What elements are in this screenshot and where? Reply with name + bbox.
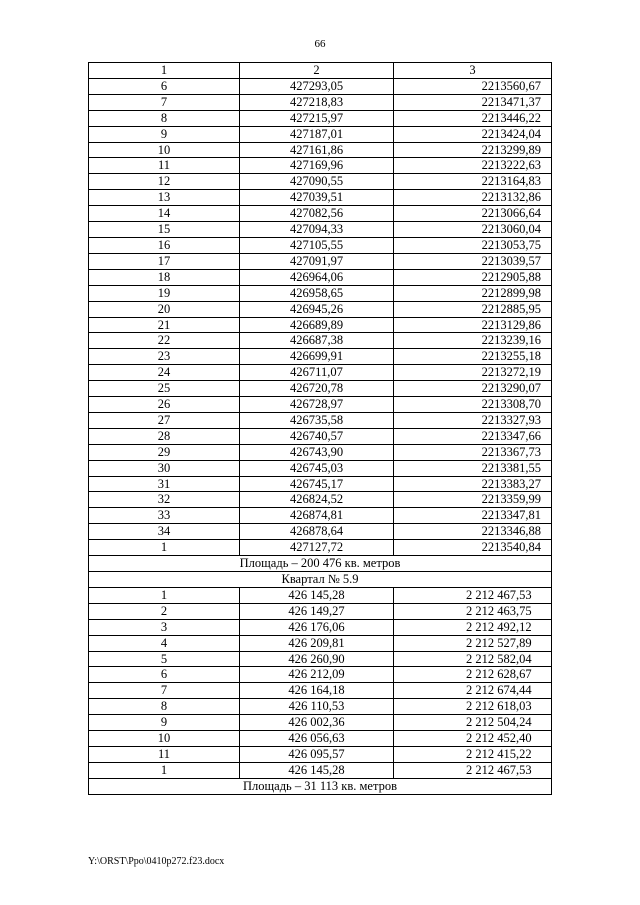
x-coordinate-cell: 426 095,57 bbox=[240, 746, 394, 762]
point-number-cell: 8 bbox=[89, 110, 240, 126]
table-row bbox=[89, 460, 552, 476]
x-coordinate-cell: 427169,96 bbox=[240, 158, 394, 174]
area-label-row bbox=[89, 556, 552, 572]
table-row bbox=[89, 190, 552, 206]
point-number-cell: 23 bbox=[89, 349, 240, 365]
x-coordinate-cell: 427105,55 bbox=[240, 237, 394, 253]
table-row bbox=[89, 206, 552, 222]
point-number-cell: 31 bbox=[89, 476, 240, 492]
x-coordinate-cell: 426 145,28 bbox=[240, 762, 394, 778]
x-coordinate-cell: 427187,01 bbox=[240, 126, 394, 142]
point-number-cell: 22 bbox=[89, 333, 240, 349]
header-cell-1: 1 bbox=[89, 63, 240, 79]
table-row bbox=[89, 94, 552, 110]
point-number-cell: 29 bbox=[89, 444, 240, 460]
x-coordinate-cell: 427039,51 bbox=[240, 190, 394, 206]
x-coordinate-cell: 426874,81 bbox=[240, 508, 394, 524]
y-coordinate-cell: 2 212 467,53 bbox=[394, 587, 552, 603]
table-row bbox=[89, 110, 552, 126]
y-coordinate-cell: 2213347,81 bbox=[394, 508, 552, 524]
point-number-cell: 11 bbox=[89, 158, 240, 174]
x-coordinate-cell: 426687,38 bbox=[240, 333, 394, 349]
y-coordinate-cell: 2 212 492,12 bbox=[394, 619, 552, 635]
y-coordinate-cell: 2 212 618,03 bbox=[394, 699, 552, 715]
y-coordinate-cell: 2213290,07 bbox=[394, 381, 552, 397]
x-coordinate-cell: 427094,33 bbox=[240, 222, 394, 238]
point-number-cell: 1 bbox=[89, 762, 240, 778]
x-coordinate-cell: 427293,05 bbox=[240, 78, 394, 94]
table-row bbox=[89, 603, 552, 619]
point-number-cell: 34 bbox=[89, 524, 240, 540]
x-coordinate-cell: 427127,72 bbox=[240, 540, 394, 556]
point-number-cell: 17 bbox=[89, 253, 240, 269]
table-row bbox=[89, 619, 552, 635]
point-number-cell: 32 bbox=[89, 492, 240, 508]
table-row bbox=[89, 746, 552, 762]
point-number-cell: 30 bbox=[89, 460, 240, 476]
y-coordinate-cell: 2213255,18 bbox=[394, 349, 552, 365]
y-coordinate-cell: 2213540,84 bbox=[394, 540, 552, 556]
table-row bbox=[89, 222, 552, 238]
point-number-cell: 19 bbox=[89, 285, 240, 301]
point-number-cell: 9 bbox=[89, 126, 240, 142]
x-coordinate-cell: 426 209,81 bbox=[240, 635, 394, 651]
table-row bbox=[89, 731, 552, 747]
table-row bbox=[89, 635, 552, 651]
y-coordinate-cell: 2213039,57 bbox=[394, 253, 552, 269]
x-coordinate-cell: 427082,56 bbox=[240, 206, 394, 222]
y-coordinate-cell: 2213381,55 bbox=[394, 460, 552, 476]
point-number-cell: 12 bbox=[89, 174, 240, 190]
table-row bbox=[89, 762, 552, 778]
table-row bbox=[89, 78, 552, 94]
x-coordinate-cell: 426964,06 bbox=[240, 269, 394, 285]
x-coordinate-cell: 426735,58 bbox=[240, 412, 394, 428]
x-coordinate-cell: 427218,83 bbox=[240, 94, 394, 110]
area-label: Площадь – 200 476 кв. метров bbox=[89, 556, 552, 572]
x-coordinate-cell: 426824,52 bbox=[240, 492, 394, 508]
point-number-cell: 10 bbox=[89, 731, 240, 747]
y-coordinate-cell: 2213299,89 bbox=[394, 142, 552, 158]
y-coordinate-cell: 2213132,86 bbox=[394, 190, 552, 206]
table-row bbox=[89, 444, 552, 460]
y-coordinate-cell: 2213066,64 bbox=[394, 206, 552, 222]
y-coordinate-cell: 2 212 467,53 bbox=[394, 762, 552, 778]
table-row bbox=[89, 237, 552, 253]
table-row bbox=[89, 683, 552, 699]
table-row bbox=[89, 317, 552, 333]
table-row bbox=[89, 381, 552, 397]
table-row bbox=[89, 699, 552, 715]
y-coordinate-cell: 2213346,88 bbox=[394, 524, 552, 540]
table-row bbox=[89, 301, 552, 317]
x-coordinate-cell: 426958,65 bbox=[240, 285, 394, 301]
x-coordinate-cell: 426 145,28 bbox=[240, 587, 394, 603]
header-row bbox=[89, 63, 552, 79]
point-number-cell: 2 bbox=[89, 603, 240, 619]
point-number-cell: 6 bbox=[89, 667, 240, 683]
y-coordinate-cell: 2 212 674,44 bbox=[394, 683, 552, 699]
point-number-cell: 27 bbox=[89, 412, 240, 428]
header-cell-3: 3 bbox=[394, 63, 552, 79]
table-row bbox=[89, 174, 552, 190]
table-row bbox=[89, 333, 552, 349]
x-coordinate-cell: 426745,03 bbox=[240, 460, 394, 476]
point-number-cell: 21 bbox=[89, 317, 240, 333]
table-row bbox=[89, 142, 552, 158]
coordinates-table bbox=[88, 62, 552, 795]
table-row bbox=[89, 540, 552, 556]
footer-file-path: Y:\ORST\Ppo\0410p272.f23.docx bbox=[88, 856, 225, 867]
point-number-cell: 4 bbox=[89, 635, 240, 651]
table-row bbox=[89, 412, 552, 428]
table-row bbox=[89, 587, 552, 603]
x-coordinate-cell: 426689,89 bbox=[240, 317, 394, 333]
page-number: 66 bbox=[314, 38, 326, 50]
y-coordinate-cell: 2213239,16 bbox=[394, 333, 552, 349]
y-coordinate-cell: 2 212 527,89 bbox=[394, 635, 552, 651]
point-number-cell: 5 bbox=[89, 651, 240, 667]
table-row bbox=[89, 269, 552, 285]
y-coordinate-cell: 2213446,22 bbox=[394, 110, 552, 126]
y-coordinate-cell: 2 212 504,24 bbox=[394, 715, 552, 731]
point-number-cell: 3 bbox=[89, 619, 240, 635]
y-coordinate-cell: 2 212 628,67 bbox=[394, 667, 552, 683]
point-number-cell: 14 bbox=[89, 206, 240, 222]
x-coordinate-cell: 426745,17 bbox=[240, 476, 394, 492]
y-coordinate-cell: 2212885,95 bbox=[394, 301, 552, 317]
x-coordinate-cell: 426 260,90 bbox=[240, 651, 394, 667]
y-coordinate-cell: 2213308,70 bbox=[394, 397, 552, 413]
x-coordinate-cell: 426 002,36 bbox=[240, 715, 394, 731]
x-coordinate-cell: 426 212,09 bbox=[240, 667, 394, 683]
x-coordinate-cell: 427090,55 bbox=[240, 174, 394, 190]
point-number-cell: 13 bbox=[89, 190, 240, 206]
table-row bbox=[89, 158, 552, 174]
x-coordinate-cell: 426711,07 bbox=[240, 365, 394, 381]
y-coordinate-cell: 2213272,19 bbox=[394, 365, 552, 381]
point-number-cell: 10 bbox=[89, 142, 240, 158]
x-coordinate-cell: 426 164,18 bbox=[240, 683, 394, 699]
table-row bbox=[89, 285, 552, 301]
x-coordinate-cell: 426720,78 bbox=[240, 381, 394, 397]
point-number-cell: 7 bbox=[89, 683, 240, 699]
y-coordinate-cell: 2213222,63 bbox=[394, 158, 552, 174]
table-row bbox=[89, 508, 552, 524]
x-coordinate-cell: 426 176,06 bbox=[240, 619, 394, 635]
table-row bbox=[89, 492, 552, 508]
x-coordinate-cell: 426 149,27 bbox=[240, 603, 394, 619]
y-coordinate-cell: 2212899,98 bbox=[394, 285, 552, 301]
quarter-title-row bbox=[89, 572, 552, 588]
point-number-cell: 24 bbox=[89, 365, 240, 381]
point-number-cell: 1 bbox=[89, 587, 240, 603]
x-coordinate-cell: 426728,97 bbox=[240, 397, 394, 413]
table-row bbox=[89, 397, 552, 413]
point-number-cell: 1 bbox=[89, 540, 240, 556]
point-number-cell: 16 bbox=[89, 237, 240, 253]
y-coordinate-cell: 2213347,66 bbox=[394, 428, 552, 444]
x-coordinate-cell: 427161,86 bbox=[240, 142, 394, 158]
y-coordinate-cell: 2 212 463,75 bbox=[394, 603, 552, 619]
y-coordinate-cell: 2213424,04 bbox=[394, 126, 552, 142]
table-row bbox=[89, 651, 552, 667]
y-coordinate-cell: 2 212 582,04 bbox=[394, 651, 552, 667]
point-number-cell: 15 bbox=[89, 222, 240, 238]
table-row bbox=[89, 667, 552, 683]
y-coordinate-cell: 2213060,04 bbox=[394, 222, 552, 238]
header-cell-2: 2 bbox=[240, 63, 394, 79]
point-number-cell: 33 bbox=[89, 508, 240, 524]
x-coordinate-cell: 426740,57 bbox=[240, 428, 394, 444]
x-coordinate-cell: 426945,26 bbox=[240, 301, 394, 317]
point-number-cell: 28 bbox=[89, 428, 240, 444]
x-coordinate-cell: 427215,97 bbox=[240, 110, 394, 126]
x-coordinate-cell: 426699,91 bbox=[240, 349, 394, 365]
y-coordinate-cell: 2213053,75 bbox=[394, 237, 552, 253]
point-number-cell: 20 bbox=[89, 301, 240, 317]
y-coordinate-cell: 2213471,37 bbox=[394, 94, 552, 110]
area-label: Площадь – 31 113 кв. метров bbox=[89, 778, 552, 794]
table-row bbox=[89, 349, 552, 365]
table-row bbox=[89, 428, 552, 444]
y-coordinate-cell: 2213359,99 bbox=[394, 492, 552, 508]
y-coordinate-cell: 2213367,73 bbox=[394, 444, 552, 460]
quarter-title: Квартал № 5.9 bbox=[89, 572, 552, 588]
point-number-cell: 8 bbox=[89, 699, 240, 715]
point-number-cell: 9 bbox=[89, 715, 240, 731]
table-row bbox=[89, 126, 552, 142]
y-coordinate-cell: 2213164,83 bbox=[394, 174, 552, 190]
x-coordinate-cell: 426 056,63 bbox=[240, 731, 394, 747]
y-coordinate-cell: 2 212 452,40 bbox=[394, 731, 552, 747]
area-label-row bbox=[89, 778, 552, 794]
x-coordinate-cell: 426 110,53 bbox=[240, 699, 394, 715]
point-number-cell: 11 bbox=[89, 746, 240, 762]
y-coordinate-cell: 2213129,86 bbox=[394, 317, 552, 333]
table-row bbox=[89, 365, 552, 381]
x-coordinate-cell: 426878,64 bbox=[240, 524, 394, 540]
table-row bbox=[89, 715, 552, 731]
y-coordinate-cell: 2212905,88 bbox=[394, 269, 552, 285]
x-coordinate-cell: 426743,90 bbox=[240, 444, 394, 460]
y-coordinate-cell: 2 212 415,22 bbox=[394, 746, 552, 762]
point-number-cell: 26 bbox=[89, 397, 240, 413]
point-number-cell: 6 bbox=[89, 78, 240, 94]
y-coordinate-cell: 2213383,27 bbox=[394, 476, 552, 492]
table-row bbox=[89, 476, 552, 492]
point-number-cell: 25 bbox=[89, 381, 240, 397]
point-number-cell: 18 bbox=[89, 269, 240, 285]
x-coordinate-cell: 427091,97 bbox=[240, 253, 394, 269]
table-row bbox=[89, 524, 552, 540]
y-coordinate-cell: 2213560,67 bbox=[394, 78, 552, 94]
point-number-cell: 7 bbox=[89, 94, 240, 110]
table-row bbox=[89, 253, 552, 269]
y-coordinate-cell: 2213327,93 bbox=[394, 412, 552, 428]
